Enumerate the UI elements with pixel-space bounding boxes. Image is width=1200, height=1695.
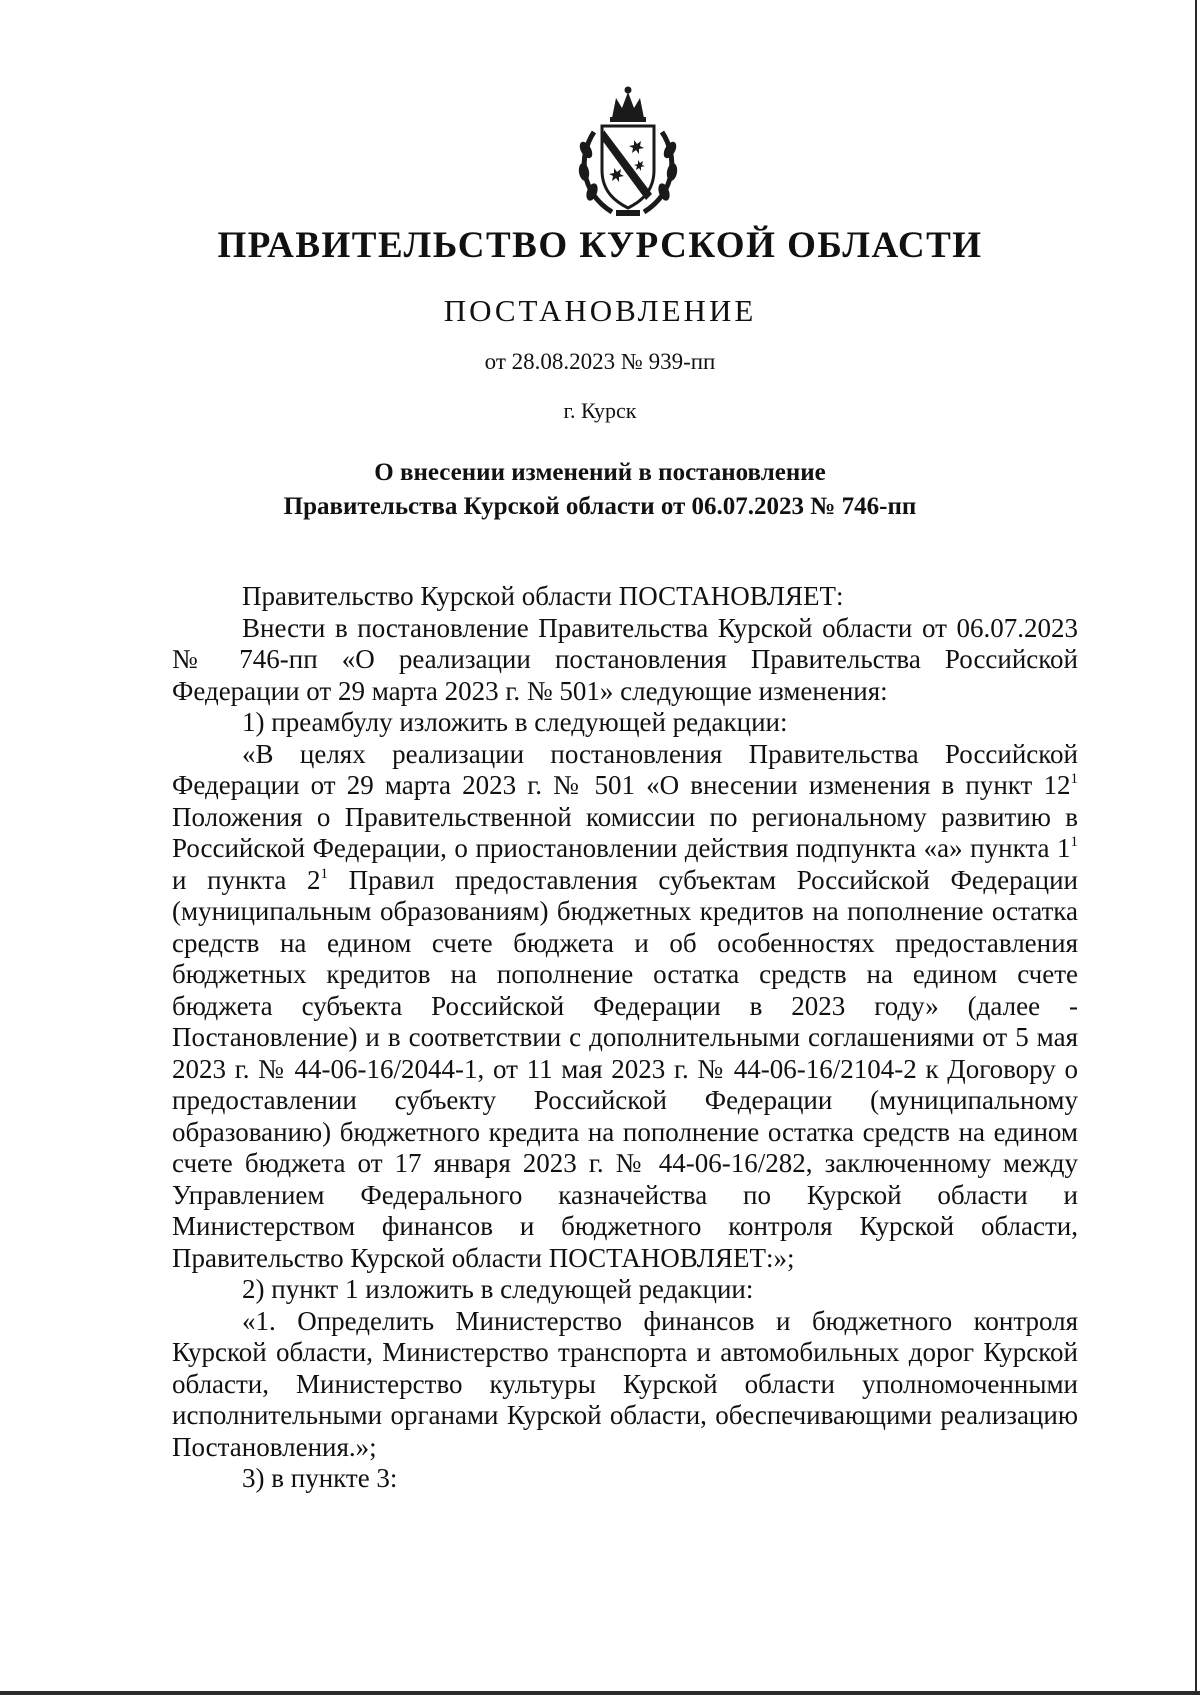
superscript: 1 bbox=[320, 865, 329, 882]
paragraph: «1. Определить Министерство финансов и бюджетного контроля Курской области, Министерство транспорта и автомобильных дорог Курской области, Министерство культуры Курской области уполномоченными исполнительными органами Курской области, обеспечивающими реализацию Постановления.»; bbox=[172, 1305, 1078, 1462]
superscript: 1 bbox=[1070, 771, 1078, 787]
paragraph-text: Положения о Правительственной комиссии по региональному развитию в Российской Федерации, о приостановлении действия подпункта «а» пункта 1 bbox=[172, 801, 1078, 863]
document-body bbox=[172, 581, 1078, 1495]
paragraph: Правительство Курской области ПОСТАНОВЛЯЕТ: bbox=[242, 581, 844, 611]
paragraph: 2) пункт 1 изложить в следующей редакции: bbox=[242, 1274, 754, 1304]
paragraph: Внести в постановление Правительства Курской области от 06.07.2023 № 746-пп «О реализации постановления Правительства Российской Федерации от 29 марта 2023 г. № 501» следующие изменения: bbox=[172, 612, 1078, 706]
paragraph-text: и пункта 2 bbox=[172, 864, 321, 895]
doc-subject-line: Правительства Курской области от 06.07.2023 № 746-пп bbox=[283, 493, 917, 520]
paragraph bbox=[172, 739, 1078, 1275]
doc-subject-line: О внесении изменений в постановление bbox=[374, 459, 826, 486]
doc-place: г. Курск bbox=[563, 398, 637, 423]
paragraph-text: Правил предоставления субъектам Российской Федерации (муниципальным образованиям) бюджетных кредитов на пополнение остатка средств на едином счете бюджета и об особенностях предоставления бюджетных кредитов на пополнение остатка средств на едином счете бюджета субъекта Российской Федерации в 2023 году» (далее - Постановление) и в соответствии с дополнительными соглашениями от 5 мая 2023 г. № 44-06-16/2044-1, от 11 мая 2023 г. № 44-06-16/2104-2 к Договору о предоставлении субъекту Российской Федерации (муниципальному образованию) бюджетного кредита на пополнение остатка средств на едином счете бюджета от 17 января 2023 г. № 44-06-16/282, заключенному между Управлением Федерального казначейства по Курской области и Министерством финансов и бюджетного контроля Курской области, Правительство Курской области ПОСТАНОВЛЯЕТ:»; bbox=[172, 864, 1078, 1273]
doc-date-number: от 28.08.2023 № 939-пп bbox=[484, 349, 716, 374]
paragraph-text: «В целях реализации постановления Правительства Российской Федерации от 29 марта 2023 г. № 501 «О внесении изменения в пункт 12 bbox=[172, 738, 1078, 800]
scan-edge-bottom bbox=[0, 1691, 1200, 1695]
kursk-coat-of-arms-icon bbox=[572, 84, 684, 224]
org-title: ПРАВИТЕЛЬСТВО КУРСКОЙ ОБЛАСТИ bbox=[217, 225, 983, 266]
paragraph: 1) преамбулу изложить в следующей редакции: bbox=[242, 707, 788, 737]
superscript: 1 bbox=[1070, 834, 1078, 850]
doc-type: ПОСТАНОВЛЕНИЕ bbox=[443, 293, 757, 328]
paragraph: 3) в пункте 3: bbox=[242, 1463, 398, 1493]
doc-subject bbox=[0, 456, 1200, 524]
